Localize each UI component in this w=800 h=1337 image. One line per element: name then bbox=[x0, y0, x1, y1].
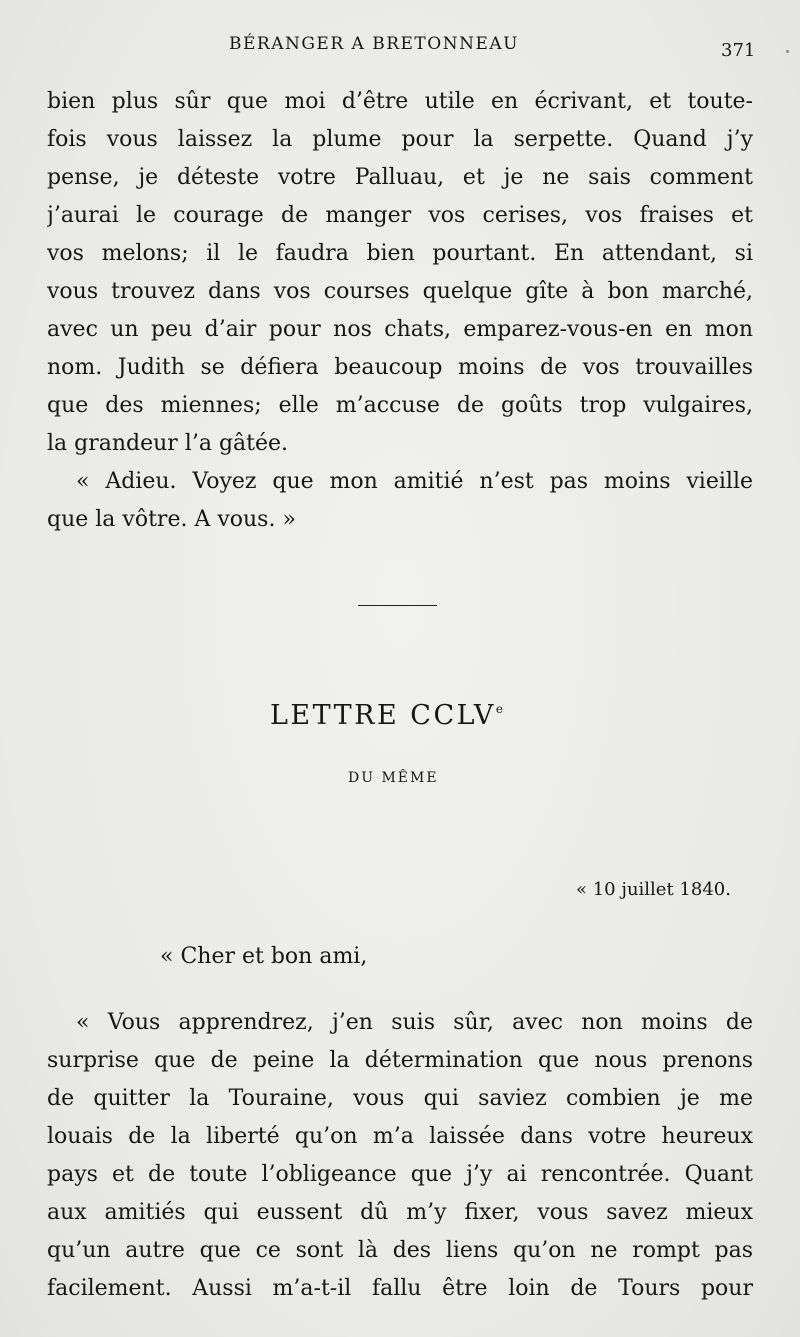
text-line: vous trouvez dans vos courses quelque gîte à bon marché, bbox=[47, 279, 753, 304]
text-line: que des miennes; elle m’accuse de goûts trop vulgaires, bbox=[47, 393, 753, 418]
running-title: BÉRANGER A BRETONNEAU bbox=[229, 34, 519, 54]
page-number: 371 bbox=[721, 40, 756, 61]
text-line: que la vôtre. A vous. » bbox=[47, 507, 296, 532]
text-line: la grandeur l’a gâtée. bbox=[47, 431, 289, 456]
letter-date: « 10 juillet 1840. bbox=[576, 879, 731, 900]
letter-title-text: LETTRE CCLV bbox=[270, 700, 496, 731]
text-line: pense, je déteste votre Palluau, et je ne sais comment bbox=[47, 165, 753, 190]
text-line: pays et de toute l’obligeance que j’y ai rencontrée. Quant bbox=[47, 1162, 753, 1187]
print-speck bbox=[786, 50, 789, 53]
letter-salutation: « Cher et bon ami, bbox=[160, 944, 368, 969]
letter-author: DU MÊME bbox=[348, 770, 439, 786]
text-line: « Vous apprendrez, j’en suis sûr, avec non moins de bbox=[76, 1010, 753, 1035]
section-divider bbox=[358, 605, 437, 606]
letter-title bbox=[270, 700, 505, 731]
continued-letter-text bbox=[47, 83, 753, 539]
text-line: aux amitiés qui eussent dû m’y fixer, vous savez mieux bbox=[47, 1200, 753, 1225]
text-line: de quitter la Touraine, vous qui saviez combien je me bbox=[47, 1086, 753, 1111]
text-line: qu’un autre que ce sont là des liens qu’on ne rompt pas bbox=[47, 1238, 753, 1263]
text-line: facilement. Aussi m’a-t-il fallu être loin de Tours pour bbox=[47, 1276, 753, 1301]
text-line: louais de la liberté qu’on m’a laissée dans votre heureux bbox=[47, 1124, 753, 1149]
letter-body-text bbox=[47, 1004, 753, 1308]
text-line: vos melons; il le faudra bien pourtant. En attendant, si bbox=[47, 241, 753, 266]
text-line: fois vous laissez la plume pour la serpette. Quand j’y bbox=[47, 127, 753, 152]
text-line: bien plus sûr que moi d’être utile en écrivant, et toute- bbox=[47, 89, 753, 114]
text-line: nom. Judith se défiera beaucoup moins de vos trouvailles bbox=[47, 355, 753, 380]
letter-title-superscript: e bbox=[495, 702, 506, 716]
text-line: avec un peu d’air pour nos chats, emparez-vous-en en mon bbox=[47, 317, 753, 342]
text-line: surprise que de peine la détermination que nous prenons bbox=[47, 1048, 753, 1073]
text-line: j’aurai le courage de manger vos cerises, vos fraises et bbox=[47, 203, 753, 228]
text-line: « Adieu. Voyez que mon amitié n’est pas moins vieille bbox=[76, 469, 753, 494]
